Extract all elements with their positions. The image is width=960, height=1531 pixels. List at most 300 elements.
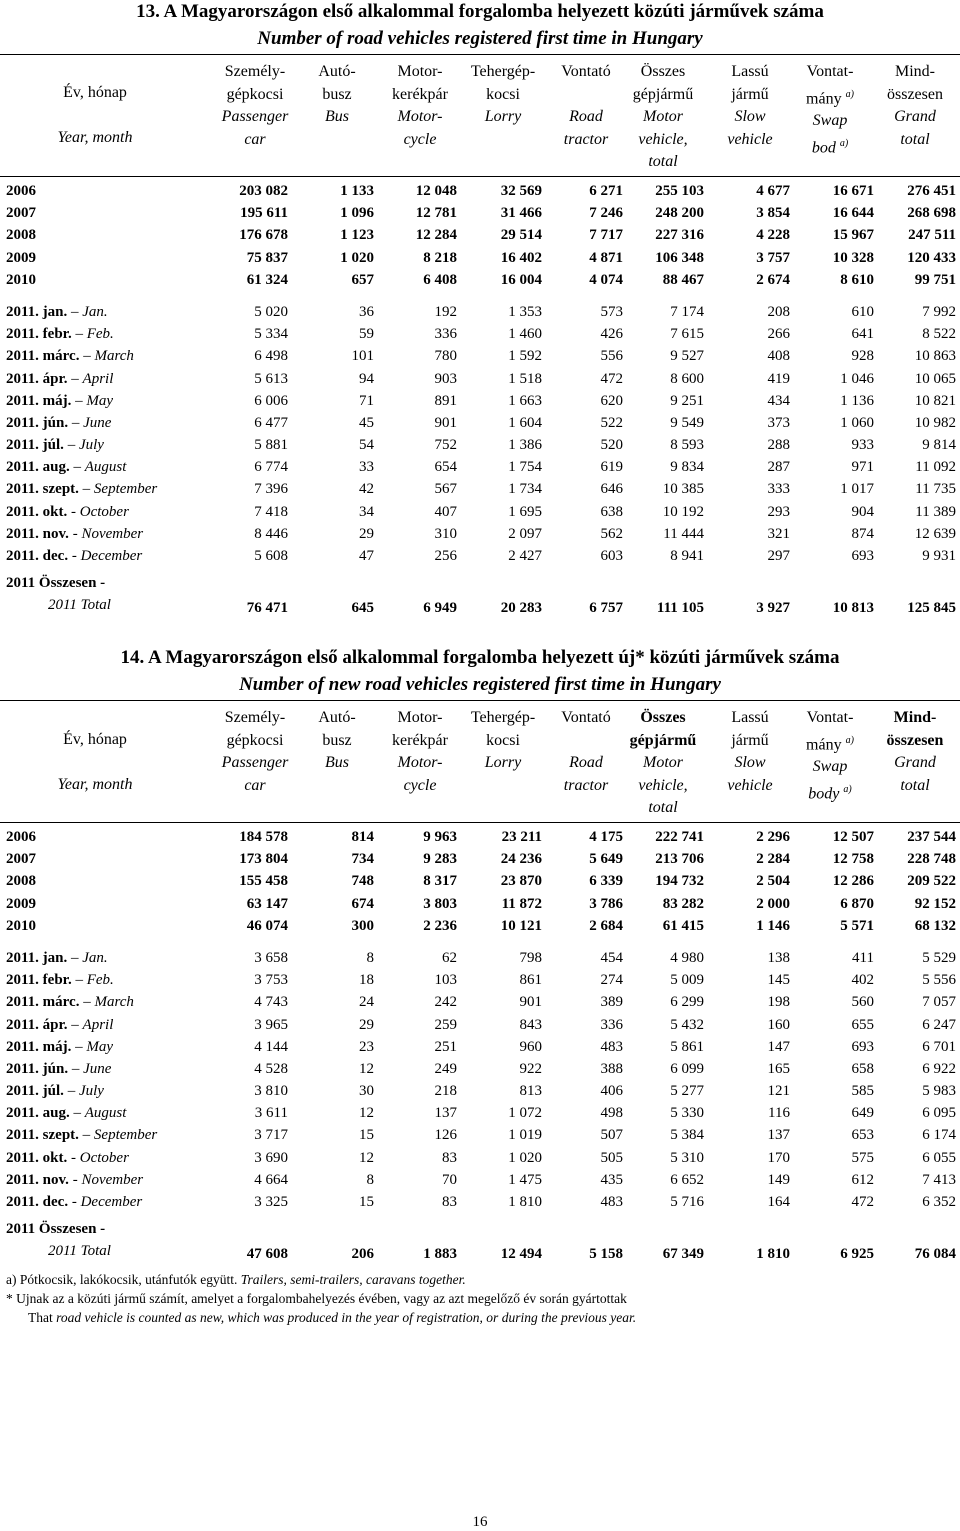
cell-col-5: 6 339 <box>589 873 623 890</box>
cell-col-8: 12 286 <box>832 873 874 890</box>
row-label <box>6 1124 157 1146</box>
cell-col-4: 1 353 <box>508 303 542 320</box>
table-row-month <box>0 991 960 1013</box>
cell-col-6: 5 384 <box>670 1127 704 1144</box>
cell-col-2: 34 <box>359 503 374 520</box>
header-en-line1: Road <box>569 754 603 771</box>
cell-col-5: 483 <box>600 1038 623 1055</box>
cell-col-4: 1 386 <box>508 437 542 454</box>
header-en-line1: Swap <box>812 758 848 776</box>
cell-col-6: 111 105 <box>656 600 704 617</box>
cell-col-4: 1 475 <box>508 1171 542 1188</box>
cell-col-1: 5 881 <box>254 437 288 454</box>
cell-col-2: 24 <box>359 994 374 1011</box>
cell-col-6: 255 103 <box>655 183 704 199</box>
cell-col-1: 7 396 <box>254 481 288 498</box>
cell-col-3: 249 <box>434 1060 457 1077</box>
cell-col-4: 1 460 <box>508 326 542 343</box>
table14-col-header-0 <box>212 707 298 797</box>
cell-col-3: 903 <box>434 370 457 387</box>
cell-col-2: 101 <box>351 348 374 365</box>
row-label-separator: – <box>67 303 79 320</box>
cell-col-6: 83 282 <box>662 895 704 912</box>
row-label <box>6 345 134 367</box>
row-label: 2007 <box>6 205 36 222</box>
cell-col-2: 8 <box>366 949 374 966</box>
total-label-hu: 2011 Összesen - <box>6 575 106 592</box>
row-label-separator: – <box>79 348 91 365</box>
header-hu-line2: jármű <box>731 85 769 103</box>
cell-col-2: 47 <box>359 548 374 564</box>
header-en-line1: Slow <box>734 108 766 125</box>
cell-col-9: 237 544 <box>907 829 956 845</box>
row-label-hu: 2011. aug. <box>6 1105 70 1122</box>
footnotes <box>6 1270 636 1327</box>
table-row-month <box>0 545 960 567</box>
cell-col-2: 734 <box>351 851 374 868</box>
cell-col-7: 170 <box>767 1149 790 1166</box>
row-label-hu: 2011. ápr. <box>6 1016 68 1033</box>
cell-col-5: 483 <box>600 1194 623 1210</box>
cell-col-9: 209 522 <box>907 873 956 890</box>
cell-col-7: 116 <box>768 1105 790 1122</box>
table-row-year <box>0 915 960 937</box>
cell-col-9: 6 352 <box>922 1194 956 1210</box>
header-en-line3: total <box>648 153 678 170</box>
cell-col-1: 173 804 <box>239 851 288 868</box>
cell-col-1: 4 664 <box>254 1171 288 1188</box>
cell-col-2: 12 <box>359 1105 374 1122</box>
cell-col-1: 46 074 <box>246 917 288 934</box>
header-en-line1: Passenger <box>221 108 289 125</box>
cell-col-5: 435 <box>600 1171 623 1188</box>
row-label-hu: 2011. jan. <box>6 303 68 320</box>
cell-col-1: 3 753 <box>254 972 288 989</box>
row-label-separator: – <box>68 1060 80 1077</box>
cell-col-3: 2 236 <box>423 917 457 934</box>
cell-col-5: 522 <box>600 414 623 431</box>
cell-col-1: 3 690 <box>254 1149 288 1166</box>
cell-col-9: 5 983 <box>922 1083 956 1100</box>
table13-col-header-2 <box>377 61 463 151</box>
total-label-en: 2011 Total <box>48 1243 111 1260</box>
header-en-line1: Motor- <box>397 108 443 125</box>
row-label-hu: 2011. nov. <box>6 525 69 542</box>
row-label-hu: 2011. máj. <box>6 1038 72 1055</box>
cell-col-7: 266 <box>767 326 790 343</box>
cell-col-1: 76 471 <box>246 600 288 617</box>
footnote-marker: a) <box>845 734 854 746</box>
cell-col-5: 6 757 <box>589 600 623 617</box>
cell-col-5: 3 786 <box>589 895 623 912</box>
cell-col-1: 7 418 <box>254 503 288 520</box>
header-hu-line2 <box>543 730 629 753</box>
row-label <box>6 323 114 345</box>
row-label-en: Jan. <box>82 949 108 966</box>
row-label-separator: – <box>67 949 79 966</box>
cell-col-9: 6 095 <box>922 1105 956 1122</box>
row-label-hu: 2011. máj. <box>6 392 72 409</box>
cell-col-3: 654 <box>434 459 457 476</box>
header-en-line1: Bus <box>325 108 349 125</box>
cell-col-9: 9 931 <box>922 548 956 564</box>
header-hu-text: mány <box>806 735 842 753</box>
cell-col-7: 137 <box>767 1127 790 1144</box>
cell-col-6: 8 941 <box>670 548 704 564</box>
row-label <box>6 1036 113 1058</box>
row-label <box>6 523 143 545</box>
cell-col-3: 242 <box>434 994 457 1011</box>
table13-subtitle: Number of road vehicles registered first time in Hungary <box>257 28 703 49</box>
table-row-month <box>0 368 960 390</box>
row-label-separator: - <box>68 525 78 542</box>
header-en-text: bod <box>811 139 836 157</box>
cell-col-3: 62 <box>442 949 457 966</box>
cell-col-5: 5 649 <box>589 851 623 868</box>
table-row-month <box>0 456 960 478</box>
header-hu-line1: Autó- <box>318 709 356 726</box>
header-hu-line2: jármű <box>731 731 769 749</box>
cell-col-6: 194 732 <box>655 873 704 890</box>
cell-col-7: 3 757 <box>756 249 790 266</box>
header-hu-line1: Összes <box>640 709 686 726</box>
cell-col-2: 30 <box>359 1083 374 1100</box>
cell-col-6: 213 706 <box>655 851 704 868</box>
cell-col-3: 310 <box>434 525 457 542</box>
cell-col-7: 373 <box>767 414 790 431</box>
table-row-month <box>0 1036 960 1058</box>
row-label <box>6 991 134 1013</box>
cell-col-2: 1 123 <box>340 227 374 244</box>
table-row-month <box>0 1147 960 1169</box>
cell-col-1: 184 578 <box>239 829 288 845</box>
cell-col-1: 3 965 <box>254 1016 288 1033</box>
cell-col-5: 406 <box>600 1083 623 1100</box>
row-label-en: September <box>93 1127 158 1144</box>
header-en-line2: tractor <box>563 130 609 148</box>
row-label-hu: 2011. dec. <box>6 1194 69 1210</box>
cell-col-4: 10 121 <box>500 917 542 934</box>
cell-col-9: 10 065 <box>914 370 956 387</box>
cell-col-7: 408 <box>767 348 790 365</box>
cell-col-9: 11 389 <box>915 503 956 520</box>
row-label-en: May <box>86 392 114 409</box>
table-row-month <box>0 1058 960 1080</box>
row-label: 2008 <box>6 873 36 890</box>
row-label-en: October <box>79 503 129 520</box>
footnote-marker: a) <box>845 88 854 100</box>
cell-col-4: 16 402 <box>500 249 542 266</box>
header-en-line2: cycle <box>403 776 437 794</box>
cell-col-5: 388 <box>600 1060 623 1077</box>
row-label-en: June <box>83 1060 112 1077</box>
cell-col-5: 336 <box>600 1016 623 1033</box>
header-en-line3: total <box>648 799 678 816</box>
table-row-month <box>0 501 960 523</box>
cell-col-7: 1 146 <box>756 917 790 934</box>
cell-col-4: 960 <box>519 1038 542 1055</box>
cell-col-3: 891 <box>434 392 457 409</box>
cell-col-6: 5 009 <box>670 972 704 989</box>
row-label-en: December <box>80 548 143 564</box>
cell-col-9: 99 751 <box>914 271 956 288</box>
row-label-separator: - <box>68 1194 77 1210</box>
cell-col-2: 645 <box>351 600 374 617</box>
row-label-en: November <box>81 525 144 542</box>
cell-col-2: 674 <box>351 895 374 912</box>
row-label-hu: 2011. júl. <box>6 1083 64 1100</box>
cell-col-6: 4 980 <box>670 949 704 966</box>
cell-col-4: 16 004 <box>500 271 542 288</box>
header-hu-line2 <box>787 730 873 757</box>
cell-col-1: 155 458 <box>239 873 288 890</box>
page-number: 16 <box>472 1514 488 1530</box>
table-row-month <box>0 969 960 991</box>
total-label-en: 2011 Total <box>48 597 111 614</box>
cell-col-8: 5 571 <box>840 917 874 934</box>
table-row-year <box>0 202 960 224</box>
cell-col-4: 798 <box>519 949 542 966</box>
cell-col-4: 861 <box>519 972 542 989</box>
cell-col-4: 1 592 <box>508 348 542 365</box>
row-label <box>6 1014 113 1036</box>
cell-col-3: 780 <box>434 348 457 365</box>
row-label <box>6 1169 143 1191</box>
cell-col-1: 5 613 <box>254 370 288 387</box>
cell-col-9: 68 132 <box>914 917 956 934</box>
cell-col-4: 1 020 <box>508 1149 542 1166</box>
cell-col-5: 4 871 <box>589 249 623 266</box>
cell-col-2: 1 020 <box>340 249 374 266</box>
header-en-line2: tractor <box>563 776 609 794</box>
header-en-line2: vehicle, <box>638 130 688 148</box>
row-label-separator: - <box>68 548 77 564</box>
header-hu-line2: összesen <box>887 85 943 103</box>
header-en-line2: car <box>244 130 266 148</box>
header-hu-line2 <box>787 84 873 111</box>
header-hu-line2: kocsi <box>486 731 520 749</box>
table13-label-hu: Év, hónap <box>63 84 127 101</box>
row-label <box>6 368 113 390</box>
cell-col-1: 4 743 <box>254 994 288 1011</box>
row-label-en: Feb. <box>86 972 114 989</box>
header-hu-line2: busz <box>322 731 352 749</box>
row-label-separator: - <box>68 1171 78 1188</box>
cell-col-5: 505 <box>600 1149 623 1166</box>
cell-col-2: 748 <box>351 873 374 890</box>
cell-col-8: 1 046 <box>840 370 874 387</box>
cell-col-8: 874 <box>851 525 874 542</box>
cell-col-1: 4 528 <box>254 1060 288 1077</box>
cell-col-9: 8 522 <box>922 326 956 343</box>
cell-col-8: 6 870 <box>840 895 874 912</box>
cell-col-8: 6 925 <box>840 1246 874 1263</box>
cell-col-7: 149 <box>767 1171 790 1188</box>
row-label <box>6 1102 126 1124</box>
cell-col-8: 16 671 <box>832 183 874 199</box>
cell-col-9: 10 821 <box>914 392 956 409</box>
cell-col-8: 15 967 <box>832 227 874 244</box>
table13-col-header-6 <box>707 61 793 151</box>
row-label-hu: 2011. júl. <box>6 437 64 454</box>
cell-col-4: 813 <box>519 1083 542 1100</box>
header-hu-line1: Vontató <box>561 63 611 80</box>
cell-col-8: 560 <box>851 994 874 1011</box>
header-en-line1: Lorry <box>484 108 522 125</box>
cell-col-6: 248 200 <box>655 205 704 222</box>
cell-col-1: 3 717 <box>254 1127 288 1144</box>
table-row-year <box>0 893 960 915</box>
cell-col-4: 1 810 <box>508 1194 542 1210</box>
cell-col-1: 203 082 <box>239 183 288 199</box>
cell-col-7: 2 296 <box>756 829 790 845</box>
cell-col-7: 147 <box>767 1038 790 1055</box>
cell-col-2: 94 <box>359 370 374 387</box>
cell-col-9: 7 992 <box>922 303 956 320</box>
cell-col-8: 641 <box>851 326 874 343</box>
table14-col-header-5 <box>620 707 706 820</box>
table13-col-header-4 <box>543 61 629 151</box>
cell-col-1: 6 006 <box>254 392 288 409</box>
row-label <box>6 301 108 323</box>
table-row-month <box>0 412 960 434</box>
cell-col-3: 137 <box>434 1105 457 1122</box>
cell-col-1: 3 658 <box>254 949 288 966</box>
table14-col-header-2 <box>377 707 463 797</box>
cell-col-1: 5 334 <box>254 326 288 343</box>
row-label-separator: – <box>63 437 76 454</box>
cell-col-1: 5 020 <box>254 303 288 320</box>
header-hu-line1: Autó- <box>318 63 356 80</box>
cell-col-7: 4 677 <box>756 183 790 199</box>
cell-col-5: 620 <box>600 392 623 409</box>
cell-col-7: 321 <box>767 525 790 542</box>
cell-col-6: 6 099 <box>670 1060 704 1077</box>
row-label-hu: 2011. jún. <box>6 414 69 431</box>
cell-col-9: 11 092 <box>915 459 956 476</box>
header-en-line1: Motor <box>643 108 683 125</box>
table14-col-header-8 <box>872 707 958 797</box>
row-label <box>6 434 104 456</box>
header-en-line1: Motor <box>643 754 683 771</box>
row-label <box>6 412 111 434</box>
cell-col-4: 1 072 <box>508 1105 542 1122</box>
header-hu-line2: összesen <box>886 731 944 749</box>
row-label-separator: – <box>71 392 83 409</box>
cell-col-2: 54 <box>359 437 374 454</box>
table14-body <box>0 826 960 1265</box>
cell-col-9: 6 247 <box>922 1016 956 1033</box>
row-label-separator: – <box>79 994 91 1011</box>
cell-col-3: 12 781 <box>415 205 457 222</box>
header-hu-line1: Személy- <box>224 63 286 80</box>
table13-label-en: Year, month <box>57 129 133 146</box>
cell-col-6: 11 444 <box>663 525 704 542</box>
cell-col-3: 407 <box>434 503 457 520</box>
table-row-month <box>0 345 960 367</box>
header-en-line1: Swap <box>812 112 848 130</box>
cell-col-6: 7 615 <box>670 326 704 343</box>
cell-col-2: 23 <box>359 1038 374 1055</box>
cell-col-2: 29 <box>359 525 374 542</box>
cell-col-8: 933 <box>851 437 874 454</box>
cell-col-7: 2 284 <box>756 851 790 868</box>
row-label-hu: 2011. jún. <box>6 1060 69 1077</box>
row-label-hu: 2011. febr. <box>6 326 72 343</box>
row-label-separator: – <box>69 1105 82 1122</box>
cell-col-5: 556 <box>600 348 623 365</box>
cell-col-3: 9 963 <box>423 829 457 845</box>
cell-col-5: 638 <box>600 503 623 520</box>
cell-col-4: 23 211 <box>501 829 542 845</box>
table13-title: 13. A Magyarországon első alkalommal forgalomba helyezett közúti járművek száma <box>136 1 824 22</box>
row-label: 2006 <box>6 183 36 199</box>
header-en-line2: cycle <box>403 130 437 148</box>
table-row-total <box>0 575 960 619</box>
row-label: 2010 <box>6 271 36 288</box>
row-label-separator: - <box>67 503 77 520</box>
cell-col-5: 472 <box>600 370 623 387</box>
row-label-separator: – <box>78 481 91 498</box>
cell-col-3: 752 <box>434 437 457 454</box>
cell-col-7: 164 <box>767 1194 790 1210</box>
cell-col-8: 653 <box>851 1127 874 1144</box>
cell-col-3: 1 883 <box>423 1246 457 1263</box>
cell-col-2: 59 <box>359 326 374 343</box>
row-label-hu: 2011. febr. <box>6 972 72 989</box>
row-label-en: June <box>83 414 112 431</box>
cell-col-2: 12 <box>359 1060 374 1077</box>
cell-col-5: 520 <box>600 437 623 454</box>
cell-col-5: 646 <box>600 481 623 498</box>
header-hu-line1: Motor- <box>397 63 443 80</box>
cell-col-2: 657 <box>351 271 374 288</box>
row-label-en: August <box>84 1105 127 1122</box>
row-label: 2007 <box>6 851 36 868</box>
cell-col-7: 145 <box>767 972 790 989</box>
header-en-line2: total <box>900 776 930 794</box>
header-hu-line2: kerékpár <box>392 85 448 103</box>
cell-col-4: 11 872 <box>501 895 542 912</box>
table-row-year <box>0 848 960 870</box>
cell-col-8: 1 017 <box>840 481 874 498</box>
header-en-line1: Passenger <box>221 754 289 771</box>
row-label-en: April <box>82 370 114 387</box>
cell-col-9: 7 413 <box>922 1171 956 1188</box>
header-en-line1: Grand <box>894 108 936 125</box>
cell-col-9: 10 982 <box>914 414 956 431</box>
cell-col-3: 83 <box>442 1149 457 1166</box>
cell-col-3: 336 <box>434 326 457 343</box>
cell-col-7: 1 810 <box>756 1246 790 1263</box>
table14-col-header-7 <box>787 707 873 806</box>
table13-col-header-5 <box>620 61 706 174</box>
cell-col-3: 12 048 <box>415 183 457 199</box>
header-en-line1: Grand <box>894 754 936 771</box>
cell-col-8: 693 <box>851 548 874 564</box>
cell-col-3: 103 <box>434 972 457 989</box>
table14-col-header-1 <box>294 707 380 775</box>
footnote-a: a) Pótkocsik, lakókocsik, utánfutók együtt. Trailers, semi-trailers, caravans together. <box>6 1272 466 1287</box>
cell-col-1: 195 611 <box>240 205 288 222</box>
cell-col-2: 814 <box>351 829 374 845</box>
cell-col-6: 5 277 <box>670 1083 704 1100</box>
table13-header-rule <box>0 176 960 177</box>
row-label-en: March <box>94 348 134 365</box>
cell-col-7: 138 <box>767 949 790 966</box>
cell-col-9: 6 701 <box>922 1038 956 1055</box>
cell-col-6: 227 316 <box>655 227 704 244</box>
